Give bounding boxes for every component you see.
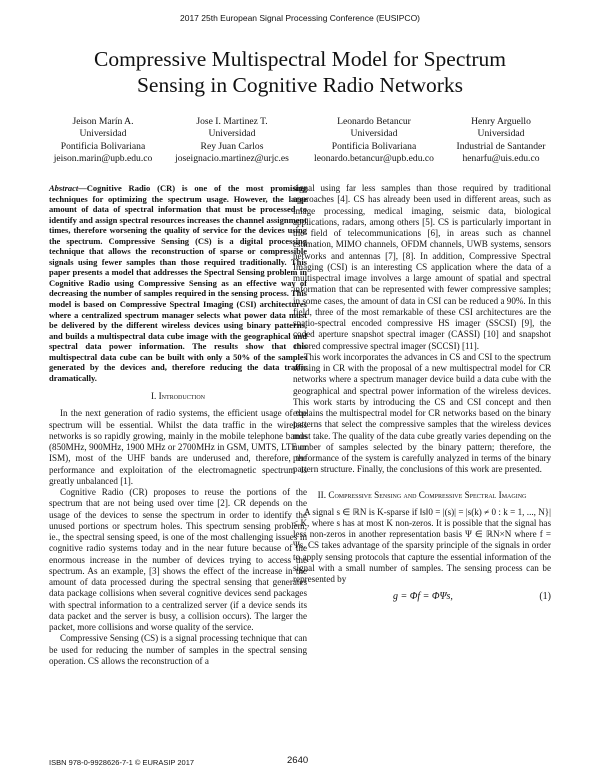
left-column bbox=[49, 183, 307, 667]
equation-body: g = Φf = ΦΨs, bbox=[393, 591, 453, 603]
abstract-label: Abstract bbox=[49, 183, 79, 193]
author-name: Henry Arguello bbox=[471, 116, 531, 127]
footer-isbn: ISBN 978-0-9928626-7-1 © EURASIP 2017 bbox=[49, 758, 195, 767]
section-heading-introduction: I. Introduction bbox=[150, 391, 206, 402]
author-2 bbox=[162, 116, 302, 166]
author-dept: Universidad bbox=[208, 128, 256, 140]
author-name: Leonardo Betancur bbox=[337, 116, 411, 127]
paragraph: This work incorporates the advances in CS and CSI to the spectrum sensing in CR with the proposal of a new multispectral model for CR networks where a spectrum manager device build a data cube with the geographical and spectral power information of the wireless devices. This work starts by introducing the CS and CSI concept and then explains the multispectral model for CR networks based on the binary patterns that select the compressive samples that the wireless devices must take. The quality of the data cube greatly varies depending on the number of samples selected by the binary pattern; therefore, the performance of the system is carefully analyzed in terms of the binary pattern structure. Finally, the conclusions of this work are presented. bbox=[293, 351, 551, 475]
author-block bbox=[44, 116, 556, 166]
right-column bbox=[293, 183, 551, 605]
author-dept: Universidad bbox=[477, 128, 525, 140]
abstract bbox=[49, 183, 307, 383]
section-heading-cs-csi: II. Compressive Sensing and Compressive Spectral Imaging bbox=[317, 489, 527, 500]
author-email: leonardo.betancur@upb.edu.co bbox=[314, 153, 434, 165]
author-name: Jose I. Martinez T. bbox=[196, 116, 268, 127]
author-email: henarfu@uis.edu.co bbox=[462, 153, 540, 165]
paragraph: In the next generation of radio systems, the efficient usage of the spectrum will be essential. Whilst the data traffic in the wireless networks is so rapidly growing, mainly in the mobile telephone bands (850MHz, 900MHz, 1900 MHz or 2700MHz in GSM, UMTS, LTE or ISM), most of the UHF bands are underused and, therefore, the performance and exploitation of the electromagnetic spectrum is greatly unbalanced [1]. bbox=[49, 408, 307, 486]
page-number: 2640 bbox=[287, 755, 309, 766]
paragraph: Compressive Sensing (CS) is a signal processing technique that can be used for reducing the number of samples in the spectral sensing operation. CS allows the reconstruction of a bbox=[49, 633, 307, 666]
author-1 bbox=[44, 116, 162, 166]
author-3 bbox=[302, 116, 446, 166]
author-dept: Universidad bbox=[79, 128, 127, 140]
paragraph: signal using far less samples than those required by traditional approaches [4]. CS has already been used in different areas, such as image processing, medical imaging, seismic data, biological applications, radars, among others [5]. CS is particularly important in the field of telecommunications [6], in areas such as channel estimation, MIMO channels, OFDM channels, UWB systems, sensors networks and antennas [7], [8]. In addition, Compressive Spectral Imaging (CSI) is an interesting CS application where the data of a multispectral image involves a large amount of spatial and spectral information that can be represented with fewer compressive samples; in some cases, the amount of data in CSI can be reduced a 90%. In this field, three of the most remarkable of these CSI architectures are the spatio-spectral encoded compressive HS imager (SSCSI) [9], the coded aperture snapshot spectral imager (CASSI) [10] and snapshot colored compressive spectral imager (SCCSI) [11]. bbox=[293, 183, 551, 351]
conference-header: 2017 25th European Signal Processing Conference (EUSIPCO) bbox=[179, 13, 421, 23]
paragraph: A signal s ∈ ℝN is K-sparse if ‖s‖0 = |(s)| = |s(k) ≠ 0 : k = 1, ..., N}| ≤ K, where s has at most K non-zeros. It is possible that the signal has less non-zeros in another representation basis Ψ ∈ ℝN×N where f = Ψs. CS takes advantage of the sparsity principle of the signals in order to apply sensing protocols that capture the essential information of the signal with a small number of samples. The sensing process can be represented by bbox=[293, 506, 551, 584]
author-org: Pontificia Bolivariana bbox=[331, 140, 417, 152]
paper-title: Compressive Multispectral Model for Spectrum Sensing in Cognitive Radio Networks bbox=[93, 47, 506, 97]
author-name: Jeison Marín A. bbox=[72, 116, 134, 127]
author-4 bbox=[446, 116, 556, 166]
equation-1 bbox=[293, 591, 551, 605]
abstract-text: —Cognitive Radio (CR) is one of the most promising techniques for optimizing the spectrum usage. However, the large amount of data of spectral information that must be processed to identify and assign spectral resources increases the channel assignment times, therefore worsening the quality of service for the devices using the spectrum. Compressive Sensing (CS) is a digital processing technique that allows the reconstruction of sparse or compressible signals using fewer samples than those required traditionally. This paper presents a model that addresses the Spectral Sensing problem in Cognitive Radio using Compressive Sensing as an effective way of decreasing the number of samples required in the sensing process. This model is based on Compressive Spectral Imaging (CSI) architectures where a centralized spectrum manager selects what power data must be delivered by the different wireless devices using binary patterns, and builds a multispectral data cube image with the geographical and spectral data power information. The results show that this multispectral data cube can be built with only a 50% of the samples generated by the devices and, therefore reducing the data traffic dramatically. bbox=[49, 183, 307, 383]
author-email: jeison.marin@upb.edu.co bbox=[53, 153, 153, 165]
author-org: Pontificia Bolivariana bbox=[60, 140, 146, 152]
equation-number: (1) bbox=[539, 591, 551, 603]
author-dept: Universidad bbox=[350, 128, 398, 140]
author-org: Rey Juan Carlos bbox=[200, 140, 264, 152]
paragraph: Cognitive Radio (CR) proposes to reuse the portions of the spectrum that are not being used over time [2]. CR depends on the usage of the devices to sense the spectrum in order to identify the unused portions or spectrum holes. This spectrum sensing problem, ie., the spectral sensing speed, is one of the most challenging issues in cognitive radio systems today and in the near future because of the enormous increase in the number of devices trying to access the spectrum. As an example, [3] shows the effect of the increase in the amount of data processed during the spectral sensing that generates data package collisions when several cognitive devices send packages with spectral information to a centralized server (if a device sends its data packet and the server is busy, a collision occurs). The larger the packet, more collisions and worse quality of the service. bbox=[49, 487, 307, 633]
author-email: joseignacio.martinez@urjc.es bbox=[175, 153, 289, 165]
author-org: Industrial de Santander bbox=[456, 140, 546, 152]
